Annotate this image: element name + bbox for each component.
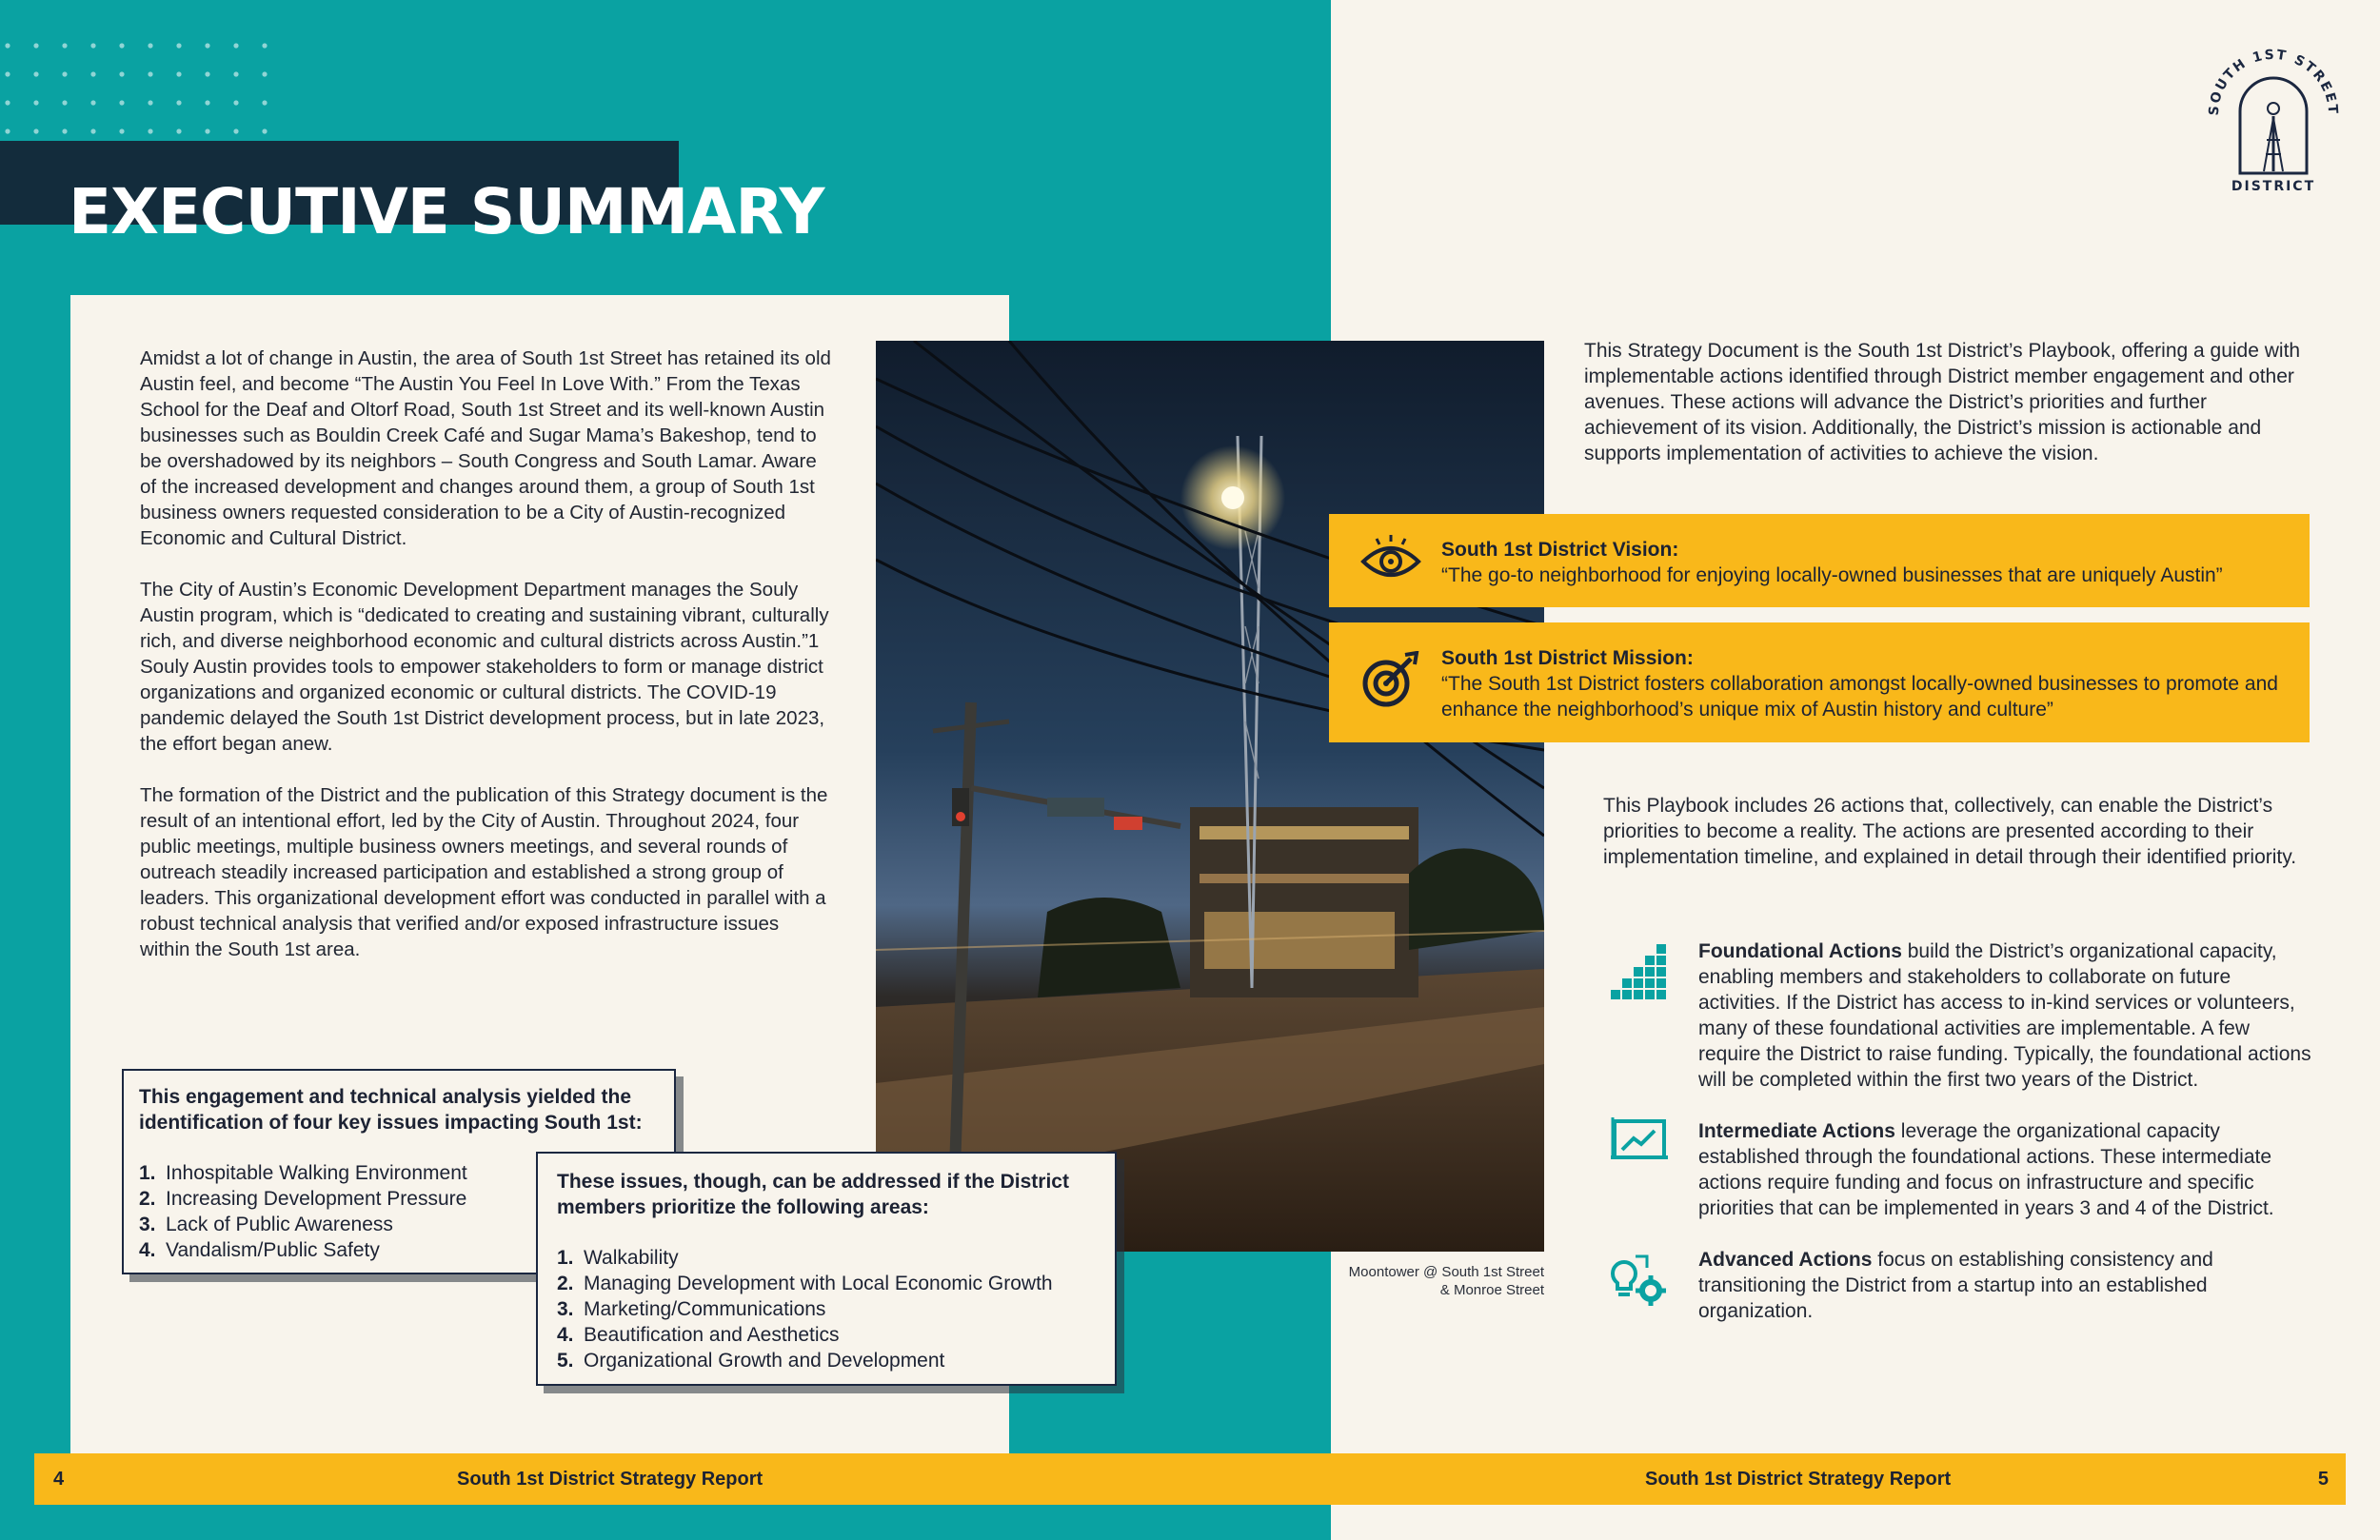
decorative-dot bbox=[5, 43, 10, 48]
chart-board-icon bbox=[1609, 1112, 1670, 1173]
decorative-dot bbox=[233, 100, 238, 105]
decorative-dot bbox=[233, 71, 238, 76]
district-logo bbox=[2207, 40, 2340, 192]
decorative-dot bbox=[176, 71, 181, 76]
decorative-dot bbox=[90, 43, 95, 48]
decorative-dot bbox=[33, 100, 38, 105]
logo-top-text: SOUTH 1ST STREET bbox=[2207, 47, 2340, 116]
intermediate-actions-text: leverage the organizational capacity established through the foundational actions. These intermediate actions require funding and focus on infrastructure and specific priorities that can be implemented in years 3 and 4 of the District. bbox=[1698, 1120, 2274, 1219]
page-title: EXECUTIVE SUMMARY bbox=[69, 175, 824, 248]
footer-title-right: South 1st District Strategy Report bbox=[1645, 1469, 1952, 1490]
list-item: 4. Beautification and Aesthetics bbox=[557, 1324, 840, 1346]
decorative-dot bbox=[33, 71, 38, 76]
decorative-dot bbox=[262, 71, 267, 76]
foundational-actions-title: Foundational Actions bbox=[1698, 940, 1902, 962]
decorative-dot bbox=[62, 128, 67, 133]
vision-banner bbox=[1329, 514, 2310, 607]
decorative-dot bbox=[33, 128, 38, 133]
decorative-dot bbox=[90, 128, 95, 133]
stairs-blocks-icon bbox=[1609, 942, 1670, 1003]
priority-areas-heading: These issues, though, can be addressed if the District members prioritize the following areas: bbox=[557, 1171, 1069, 1218]
decorative-dot bbox=[119, 43, 124, 48]
advanced-actions bbox=[1698, 1247, 2317, 1324]
decorative-dot bbox=[148, 100, 152, 105]
decorative-dot bbox=[5, 100, 10, 105]
list-item: 5. Organizational Growth and Development bbox=[557, 1350, 945, 1372]
foundational-actions bbox=[1698, 938, 2317, 1093]
decorative-dot bbox=[148, 43, 152, 48]
list-item: 3. Lack of Public Awareness bbox=[139, 1214, 393, 1235]
foundational-actions-text: build the District’s organizational capacity, enabling members and stakeholders to collaborate on future activities. If the District has access to in-kind services or volunteers, many of these foundational activities are implementable. A few require the District to raise funding. Typically, the foundational actions will be completed within the first two years of the District. bbox=[1698, 940, 2311, 1091]
footer-title-left: South 1st District Strategy Report bbox=[457, 1469, 764, 1490]
decorative-dot bbox=[205, 71, 209, 76]
decorative-dot bbox=[262, 128, 267, 133]
page-number-right: 5 bbox=[2317, 1469, 2329, 1490]
target-icon bbox=[1358, 651, 1424, 708]
decorative-dot bbox=[205, 100, 209, 105]
list-item: 2. Increasing Development Pressure bbox=[139, 1188, 467, 1210]
list-item: 2. Managing Development with Local Economic Growth bbox=[557, 1273, 1053, 1294]
strategy-intro: This Strategy Document is the South 1st District’s Playbook, offering a guide with implementable actions identified through District member engagement and other avenues. These actions will advance the District’s priorities and further achievement of its vision. Additionally, the District’s mission is actionable and supports implementation of activities to achieve the vision. bbox=[1584, 340, 2301, 464]
decorative-dot bbox=[233, 128, 238, 133]
decorative-dot bbox=[119, 128, 124, 133]
photo-caption-line-2: & Monroe Street bbox=[1439, 1282, 1544, 1298]
decorative-dot bbox=[176, 128, 181, 133]
priority-areas-box bbox=[536, 1152, 1117, 1386]
decorative-dot bbox=[148, 71, 152, 76]
moontower-photo bbox=[876, 341, 1544, 1252]
svg-text:SOUTH 1ST STREET bbox=[2207, 48, 2340, 116]
decorative-dot bbox=[62, 100, 67, 105]
intermediate-actions-title: Intermediate Actions bbox=[1698, 1120, 1895, 1142]
lightbulb-gear-icon bbox=[1607, 1249, 1668, 1310]
decorative-dot bbox=[90, 71, 95, 76]
priority-areas-list bbox=[557, 1245, 1096, 1373]
photo-caption-line-1: Moontower @ South 1st Street bbox=[1348, 1264, 1544, 1280]
vision-heading: South 1st District Vision: bbox=[1441, 539, 1679, 561]
decorative-dot bbox=[5, 128, 10, 133]
list-item: 4. Vandalism/Public Safety bbox=[139, 1239, 380, 1261]
decorative-dot bbox=[62, 71, 67, 76]
advanced-actions-text: focus on establishing consistency and transitioning the District from a startup into an established organization. bbox=[1698, 1249, 2213, 1322]
mission-text: “The South 1st District fosters collaboration amongst locally-owned businesses to promote and enhance the neighborhood’s unique mix of Austin history and culture” bbox=[1441, 673, 2278, 721]
page-number-left: 4 bbox=[53, 1469, 65, 1490]
decorative-dot bbox=[5, 71, 10, 76]
mission-heading: South 1st District Mission: bbox=[1441, 647, 1694, 669]
decorative-dot bbox=[176, 100, 181, 105]
decorative-dot bbox=[119, 71, 124, 76]
decorative-dot bbox=[33, 43, 38, 48]
decorative-dot bbox=[205, 43, 209, 48]
decorative-dot bbox=[119, 100, 124, 105]
decorative-dot bbox=[176, 43, 181, 48]
mission-banner bbox=[1329, 622, 2310, 742]
photo-caption bbox=[1314, 1263, 1544, 1299]
logo-bottom-text: DISTRICT bbox=[2231, 179, 2316, 192]
advanced-actions-title: Advanced Actions bbox=[1698, 1249, 1873, 1271]
decorative-dot bbox=[205, 128, 209, 133]
summary-paragraph-3: The formation of the District and the publication of this Strategy document is the result of an intentional effort, led by the City of Austin. Throughout 2024, four public meetings, multiple business owners meetings, and several rounds of outreach steadily increased participation and established a strong group of leaders. This organizational development effort was conducted in parallel with a robust technical analysis that verified and/or exposed infrastructure issues within the South 1st area. bbox=[140, 784, 828, 960]
summary-paragraph-1: Amidst a lot of change in Austin, the area of South 1st Street has retained its old Austin feel, and become “The Austin You Feel In Love With.” From the Texas School for the Deaf and Oltorf Road, South 1st Street and its well-known Austin businesses such as Bouldin Creek Café and Sugar Mama’s Bakeshop, tend to be overshadowed by its neighbors – South Congress and South Lamar. Aware of the increased development and changes around them, a group of South 1st business owners requested consideration to be a City of Austin-recognized Economic and Cultural District. bbox=[140, 347, 831, 549]
list-item: 3. Marketing/Communications bbox=[557, 1298, 826, 1320]
decorative-dot bbox=[233, 43, 238, 48]
decorative-dot bbox=[62, 43, 67, 48]
executive-summary-body bbox=[140, 346, 833, 988]
decorative-dot bbox=[90, 100, 95, 105]
page-footer bbox=[34, 1453, 2346, 1505]
decorative-dot bbox=[262, 43, 267, 48]
list-item: 1. Walkability bbox=[557, 1247, 679, 1269]
decorative-dot bbox=[262, 100, 267, 105]
intermediate-actions bbox=[1698, 1118, 2317, 1221]
summary-paragraph-2: The City of Austin’s Economic Development Department manages the Souly Austin program, which is “dedicated to creating and sustaining vibrant, culturally rich, and diverse neighborhood economic and cultural districts across Austin.”1 Souly Austin provides tools to empower stakeholders to form or manage district organizations and organized economic or cultural districts. The COVID-19 pandemic delayed the South 1st District development process, but in late 2023, the effort began anew. bbox=[140, 579, 829, 755]
key-issues-heading: This engagement and technical analysis yielded the identification of four key issues impacting South 1st: bbox=[139, 1086, 643, 1134]
list-item: 1. Inhospitable Walking Environment bbox=[139, 1162, 467, 1184]
eye-icon bbox=[1358, 533, 1424, 590]
decorative-dot bbox=[148, 128, 152, 133]
vision-text: “The go-to neighborhood for enjoying locally-owned businesses that are uniquely Austin” bbox=[1441, 564, 2223, 586]
playbook-intro: This Playbook includes 26 actions that, collectively, can enable the District’s priorities to become a reality. The actions are presented according to their implementation timeline, and explained in detail through their identified priority. bbox=[1603, 795, 2297, 868]
